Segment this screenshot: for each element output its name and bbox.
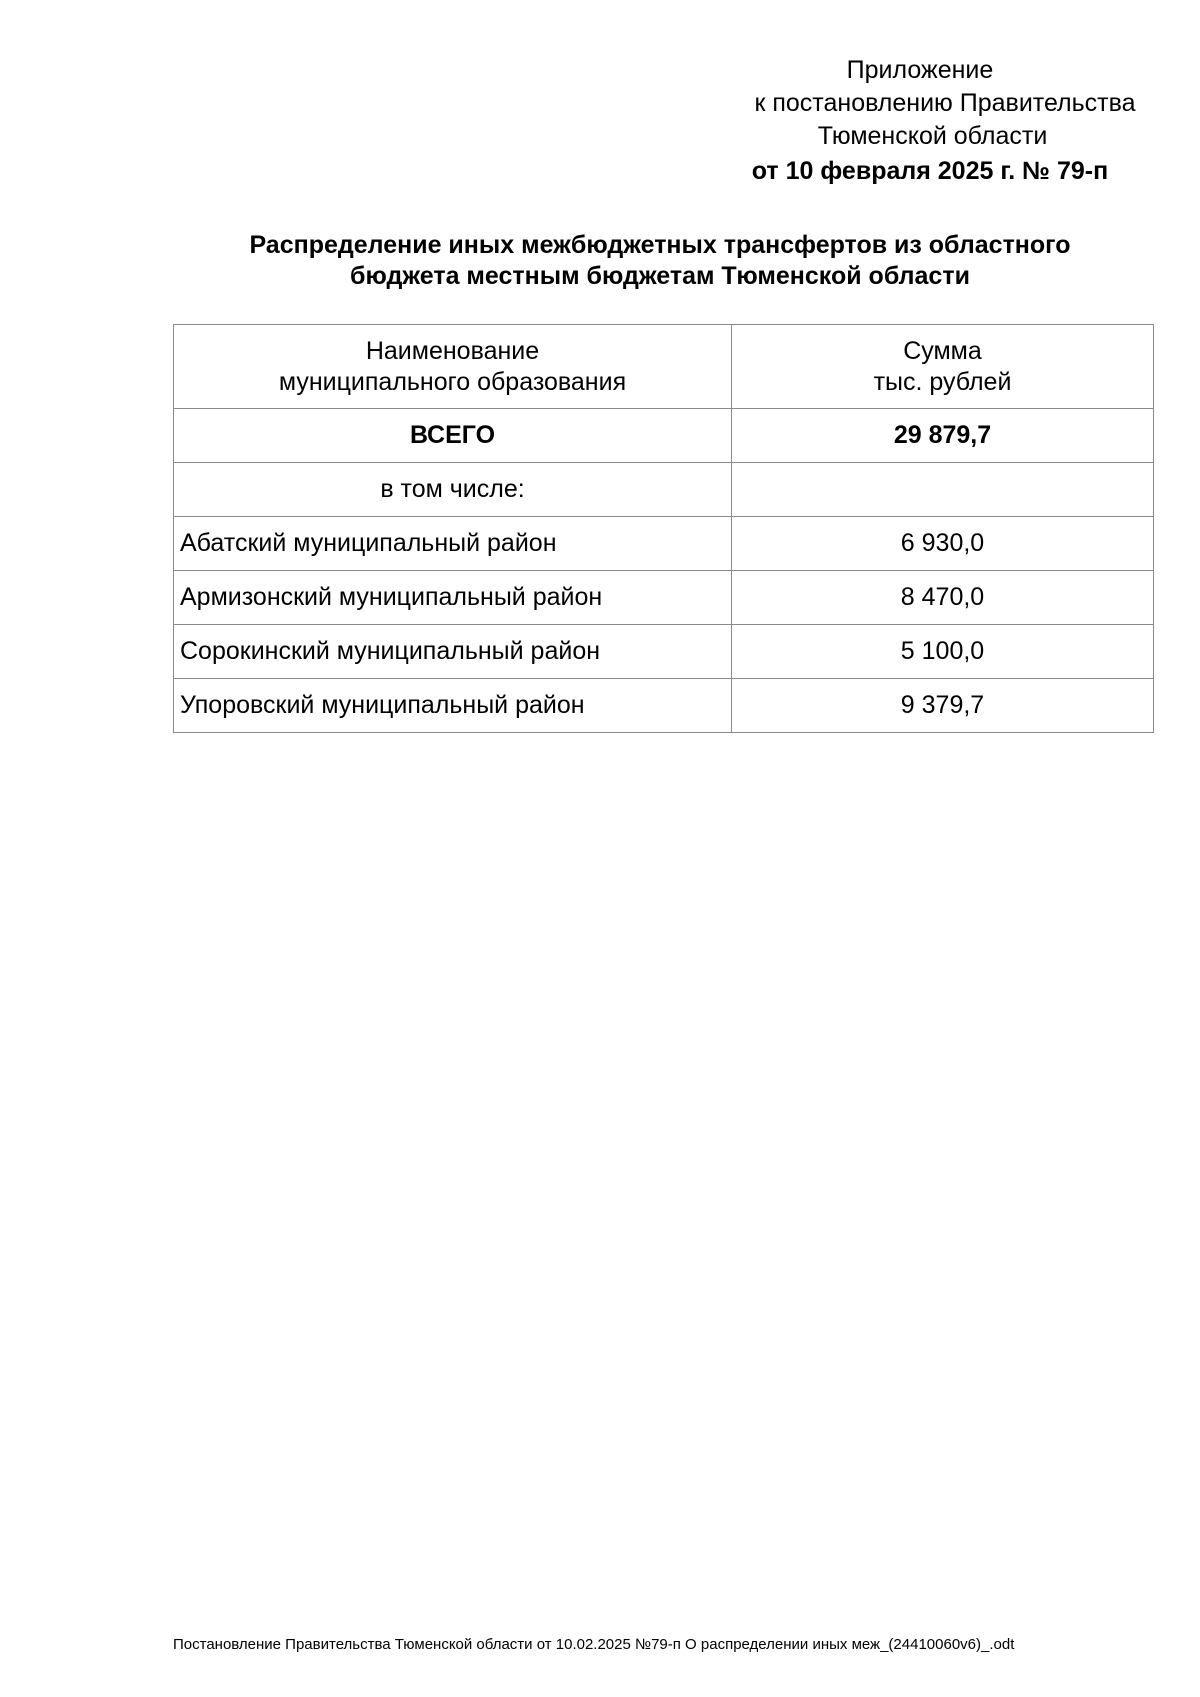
row-name: Армизонский муниципальный район: [174, 571, 732, 625]
table-subheader-row: [174, 463, 1154, 517]
total-label: ВСЕГО: [174, 409, 732, 463]
row-value: 9 379,7: [732, 679, 1154, 733]
appendix-date-number: от 10 февраля 2025 г. № 79-п: [751, 157, 1109, 185]
document-title-line1: Распределение иных межбюджетных трансфертов из областного: [249, 231, 1071, 259]
header-name-line2: муниципального образования: [278, 367, 627, 396]
header-sum-cell: [732, 325, 1154, 409]
table-row: [174, 679, 1154, 733]
table-total-row: [174, 409, 1154, 463]
row-value: 5 100,0: [732, 625, 1154, 679]
header-sum-line1: Сумма: [903, 336, 982, 365]
row-name: Упоровский муниципальный район: [174, 679, 732, 733]
table-row: [174, 571, 1154, 625]
table-row: [174, 625, 1154, 679]
row-value: 6 930,0: [732, 517, 1154, 571]
table-header-row: [174, 325, 1154, 409]
appendix-reference: к постановлению Правительства: [754, 89, 1136, 117]
document-title: [170, 230, 1150, 292]
total-value: 29 879,7: [732, 409, 1154, 463]
row-name: Сорокинский муниципальный район: [174, 625, 732, 679]
appendix-region: Тюменской области: [817, 122, 1048, 150]
subheader-label: в том числе:: [174, 463, 732, 517]
appendix-block: [690, 54, 1190, 188]
header-name-line1: Наименование: [365, 336, 540, 365]
appendix-label: Приложение: [846, 56, 994, 84]
row-value: 8 470,0: [732, 571, 1154, 625]
header-name-cell: [174, 325, 732, 409]
row-name: Абатский муниципальный район: [174, 517, 732, 571]
document-title-line2: бюджета местным бюджетам Тюменской области: [350, 262, 970, 290]
distribution-table: [173, 324, 1154, 733]
subheader-value: [732, 463, 1154, 517]
header-sum-line2: тыс. рублей: [873, 367, 1012, 396]
page-footer: Постановление Правительства Тюменской области от 10.02.2025 №79-п О распределении иных меж_(24410060v6)_.odt: [173, 1636, 1015, 1653]
table-row: [174, 517, 1154, 571]
